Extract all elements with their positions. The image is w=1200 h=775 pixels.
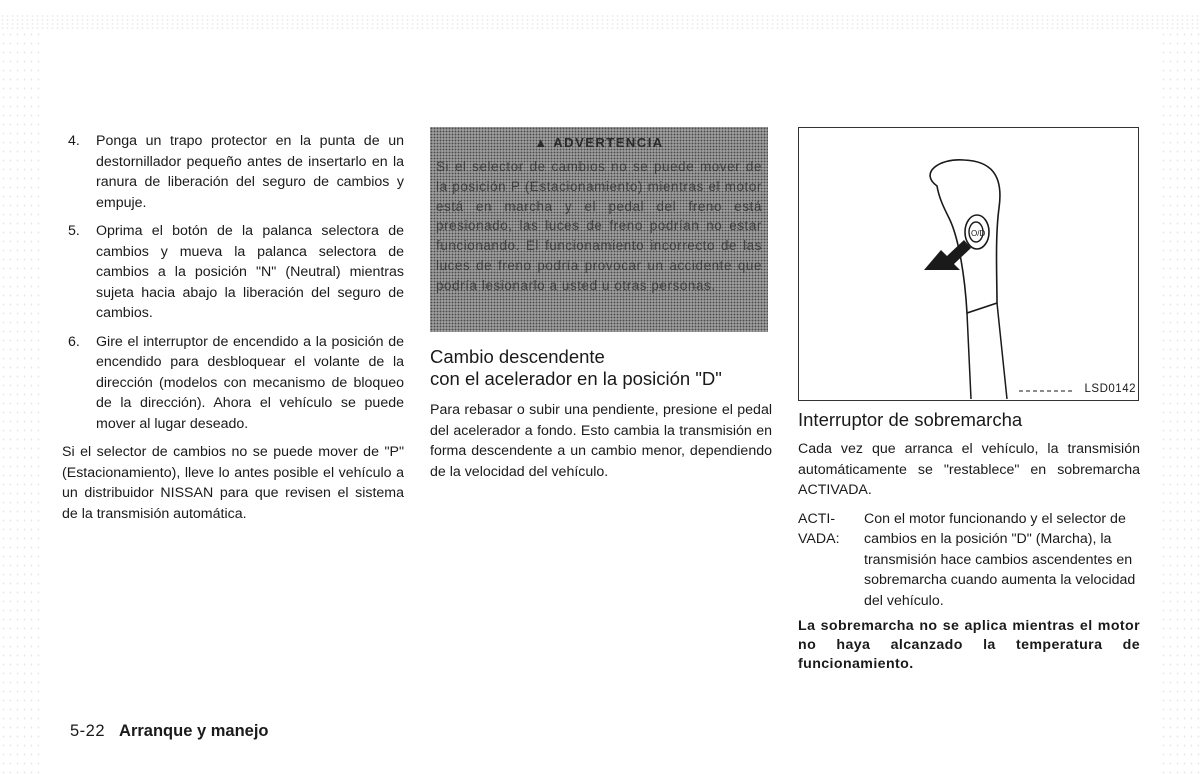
step-6 — [62, 332, 404, 435]
left-column — [62, 131, 404, 532]
scan-noise-right — [1160, 30, 1200, 775]
heading-line-2: con el acelerador en la posición "D" — [430, 368, 722, 389]
heading-line-1: Cambio descendente — [430, 346, 605, 367]
scan-noise-top — [0, 14, 1200, 30]
step-number: 5. — [68, 223, 80, 239]
downshift-heading — [430, 346, 772, 390]
definition-text: Con el motor funcionando y el selector de cambios en la posición "D" (Marcha), la transmisión hace cambios ascendentes en sobremarcha cuando aumenta la velocidad del vehículo. — [864, 510, 1136, 609]
warning-box — [430, 127, 768, 332]
overdrive-intro: Cada vez que arranca el vehículo, la transmisión automáticamente se "restablece" en sobremarcha ACTIVADA. — [798, 441, 1140, 498]
warning-text: Si el selector de cambios no se puede mover de la posición P (Estacionamiento) mientras el motor está en marcha y el pedal del freno está presionado, las luces de freno podrían no estar funcionando. El funcionamiento incorrecto de las luces de freno podría provocar un accidente que podría lesionarlo a usted u otras personas. — [436, 159, 762, 293]
warning-title — [436, 133, 762, 153]
step-text: Ponga un trapo protector en la punta de un destornillador pequeño antes de insertarlo en la ranura de liberación del seguro de cambios y empuje. — [96, 133, 404, 211]
step-4 — [62, 131, 404, 213]
step-text: Oprima el botón de la palanca selectora de cambios y mueva la palanca selectora de cambios a la posición "N" (Neutral) mientras sujeta hacia abajo la liberación del seguro de cambios. — [96, 223, 404, 321]
step-number: 4. — [68, 133, 80, 149]
svg-text:O/D: O/D — [971, 229, 986, 238]
definition-activada — [798, 509, 1140, 612]
shift-lever-illustration — [799, 128, 1137, 399]
scan-noise-left — [0, 30, 42, 775]
overdrive-note: La sobremarcha no se aplica mientras el motor no haya alcanzado la temperatura de funcionamiento. — [798, 618, 1140, 672]
definition-term: ACTI-VADA: — [798, 510, 840, 547]
overdrive-heading: Interruptor de sobremarcha — [798, 409, 1023, 430]
page-footer — [70, 722, 269, 741]
step-5 — [62, 221, 404, 324]
downshift-paragraph: Para rebasar o subir una pendiente, presione el pedal del acelerador a fondo. Esto cambia la transmisión en forma descendente a un cambio menor, dependiendo de la velocidad del vehículo. — [430, 402, 772, 480]
step-text: Gire el interruptor de encendido a la posición de encendido para desbloquear el volante de la dirección (modelos con mecanismo de bloqueo de la dirección). Ahora el vehículo se puede mover al lugar deseado. — [96, 333, 404, 432]
middle-column — [430, 127, 772, 490]
section-title: Arranque y manejo — [119, 722, 269, 740]
warning-title-text: ADVERTENCIA — [553, 135, 664, 150]
nissan-dealer-paragraph: Si el selector de cambios no se puede mover de "P" (Estacionamiento), lleve lo antes posible el vehículo a un distribuidor NISSAN para que revisen el sistema de la transmisión automática. — [62, 444, 404, 522]
warning-triangle-icon: ▲ — [534, 135, 549, 150]
shift-lever-figure — [798, 127, 1139, 401]
right-column — [798, 127, 1140, 674]
step-number: 6. — [68, 333, 80, 350]
figure-code: LSD0142 — [1084, 382, 1136, 395]
page-number: 5-22 — [70, 722, 106, 740]
